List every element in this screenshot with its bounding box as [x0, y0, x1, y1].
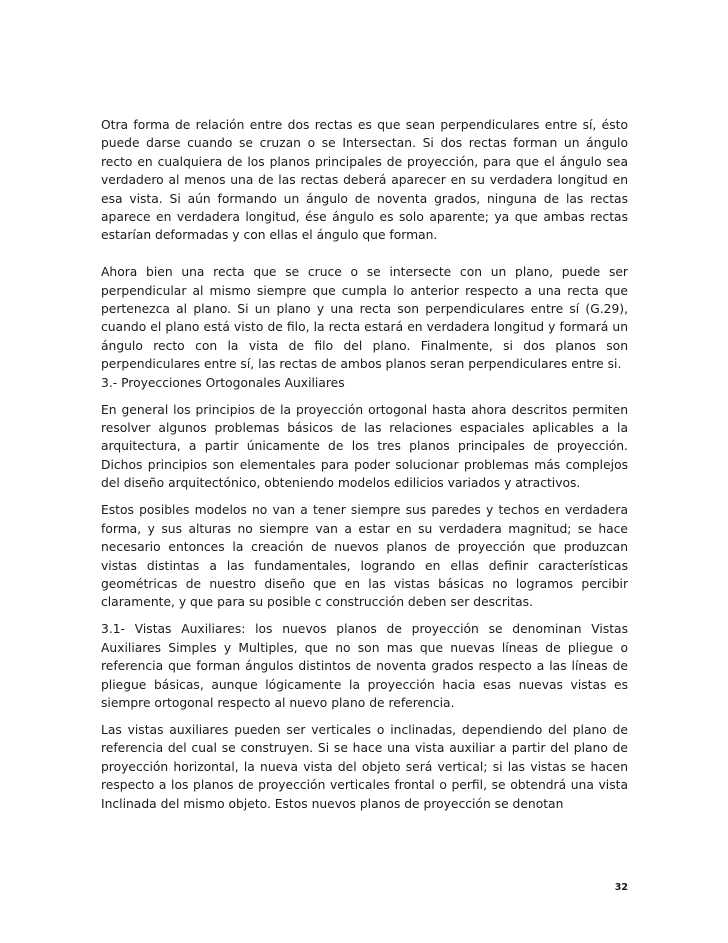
page-number: 32 [614, 882, 628, 893]
paragraph-possible-models: Estos posibles modelos no van a tener siempre sus paredes y techos en verdadera forma, y sus alturas no siempre van a estar en su verdadera magnitud; se hace necesario entonces la creación de nuevos planos de proyección que produzcan vistas distintas a las fundamentales, logrando en ellas definir características geométricas de nuestro diseño que en las vistas básicas no logramos percibir claramente, y que para su posible c construcción deben ser descritas. [101, 503, 628, 610]
section-heading: 3.- Proyecciones Ortogonales Auxiliares [101, 375, 345, 390]
paragraph-auxiliary-vertical-inclined: Las vistas auxiliares pueden ser verticales o inclinadas, dependiendo del plano de referencia del cual se construyen. Si se hace una vista auxiliar a partir del plano de proyección horizontal, la nueva vista del objeto será vertical; si las vistas se hacen respecto a los planos de proyección verticales frontal o perfil, se obtendrá una vista Inclinada del mismo objeto. Estos nuevos planos de proyección se denotan [101, 722, 628, 811]
document-body [101, 116, 628, 813]
paragraph-auxiliary-views: 3.1- Vistas Auxiliares: los nuevos planos de proyección se denominan Vistas Auxiliares Simples y Multiples, que no son mas que nuevas líneas de pliegue o referencia que forman ángulos distintos de noventa grados respecto a las líneas de pliegue básicas, aunque lógicamente la proyección hacia esas nuevas vistas es siempre ortogonal respecto al nuevo plano de referencia. [101, 622, 628, 710]
paragraph-line-plane-perpendicular: Ahora bien una recta que se cruce o se intersecte con un plano, puede ser perpendicular al mismo siempre que cumpla lo anterior respecto a una recta que pertenezca al plano. Si un plano y una recta son perpendiculares entre sí (G.29), cuando el plano está visto de filo, la recta estará en verdadera longitud y formará un ángulo recto con la vista de filo del plano. Finalmente, si dos planos son perpendiculares entre sí, las rectas de ambos planos seran perpendiculares entre si. [101, 265, 628, 372]
paragraph-general-principles: En general los principios de la proyección ortogonal hasta ahora descritos permiten resolver algunos problemas básicos de las relaciones espaciales aplicables a la arquitectura, a partir únicamente de los tres planos principales de proyección. Dichos principios son elementales para poder solucionar problemas más complejos del diseño arquitectónico, obteniendo modelos edilicios variados y atractivos. [101, 402, 628, 491]
paragraph-perpendicular-lines: Otra forma de relación entre dos rectas es que sean perpendiculares entre sí, ésto puede darse cuando se cruzan o se Intersectan. Si dos rectas forman un ángulo recto en cualquiera de los planos principales de proyección, para que el ángulo sea verdadero al menos una de las rectas deberá aparecer en su verdadera longitud en esa vista. Si aún formando un ángulo de noventa grados, ninguna de las rectas aparece en verdadera longitud, ése ángulo es solo aparente; ya que ambas rectas estarían deformadas y con ellas el ángulo que forman. [101, 118, 628, 243]
